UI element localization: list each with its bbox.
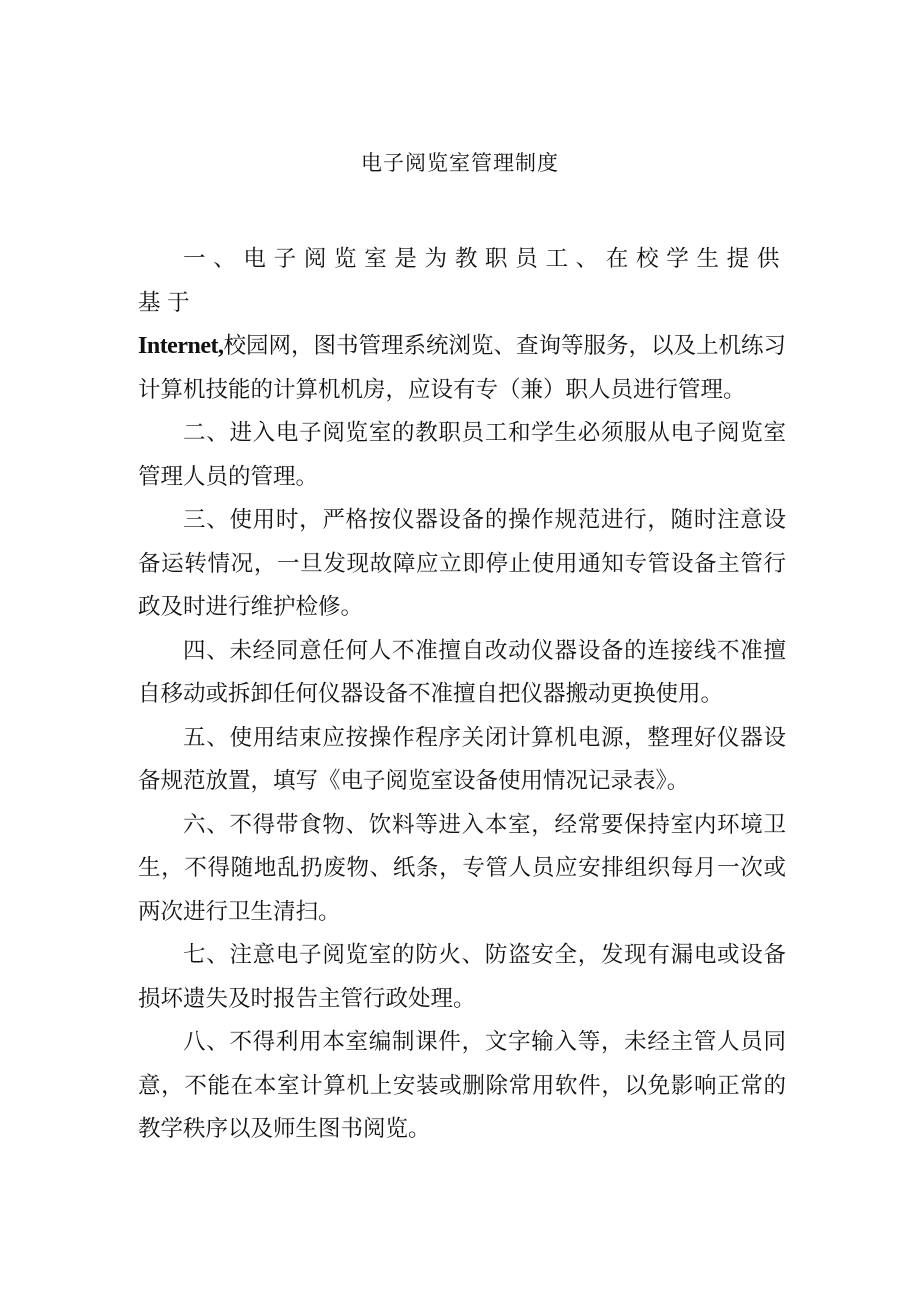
rule-3: 三、使用时，严格按仪器设备的操作规范进行，随时注意设备运转情况，一旦发现故障应立即停止使用通知专管设备主管行政及时进行维护检修。 bbox=[138, 507, 786, 620]
rule-1-rest: 校园网，图书管理系统浏览、查询等服务，以及上机练习计算机技能的计算机机房，应设有专（兼）职人员进行管理。 bbox=[138, 333, 786, 403]
rules-body bbox=[138, 238, 786, 1152]
rule-1-lead-word: Internet, bbox=[138, 333, 224, 359]
rule-5: 五、使用结束应按操作程序关闭计算机电源，整理好仪器设备规范放置，填写《电子阅览室设备使用情况记录表》。 bbox=[138, 724, 786, 794]
rule-1-first-line: 一、电子阅览室是为教职员工、在校学生提供基于 bbox=[138, 246, 786, 316]
rule-7: 七、注意电子阅览室的防火、防盗安全，发现有漏电或设备损坏遗失及时报告主管行政处理。 bbox=[138, 942, 786, 1012]
rule-4: 四、未经同意任何人不准擅自改动仪器设备的连接线不准擅自移动或拆卸任何仪器设备不准擅自把仪器搬动更换使用。 bbox=[138, 637, 786, 707]
rule-1 bbox=[138, 238, 786, 412]
rule-6: 六、不得带食物、饮料等进入本室，经常要保持室内环境卫生，不得随地乱扔废物、纸条，专管人员应安排组织每月一次或两次进行卫生清扫。 bbox=[138, 811, 786, 925]
document-title: 电子阅览室管理制度 bbox=[361, 151, 559, 175]
rule-8: 八、不得利用本室编制课件，文字输入等，未经主管人员同意，不能在本室计算机上安装或删除常用软件，以免影响正常的教学秩序以及师生图书阅览。 bbox=[138, 1029, 786, 1142]
rule-2: 二、进入电子阅览室的教职员工和学生必须服从电子阅览室管理人员的管理。 bbox=[138, 420, 786, 490]
